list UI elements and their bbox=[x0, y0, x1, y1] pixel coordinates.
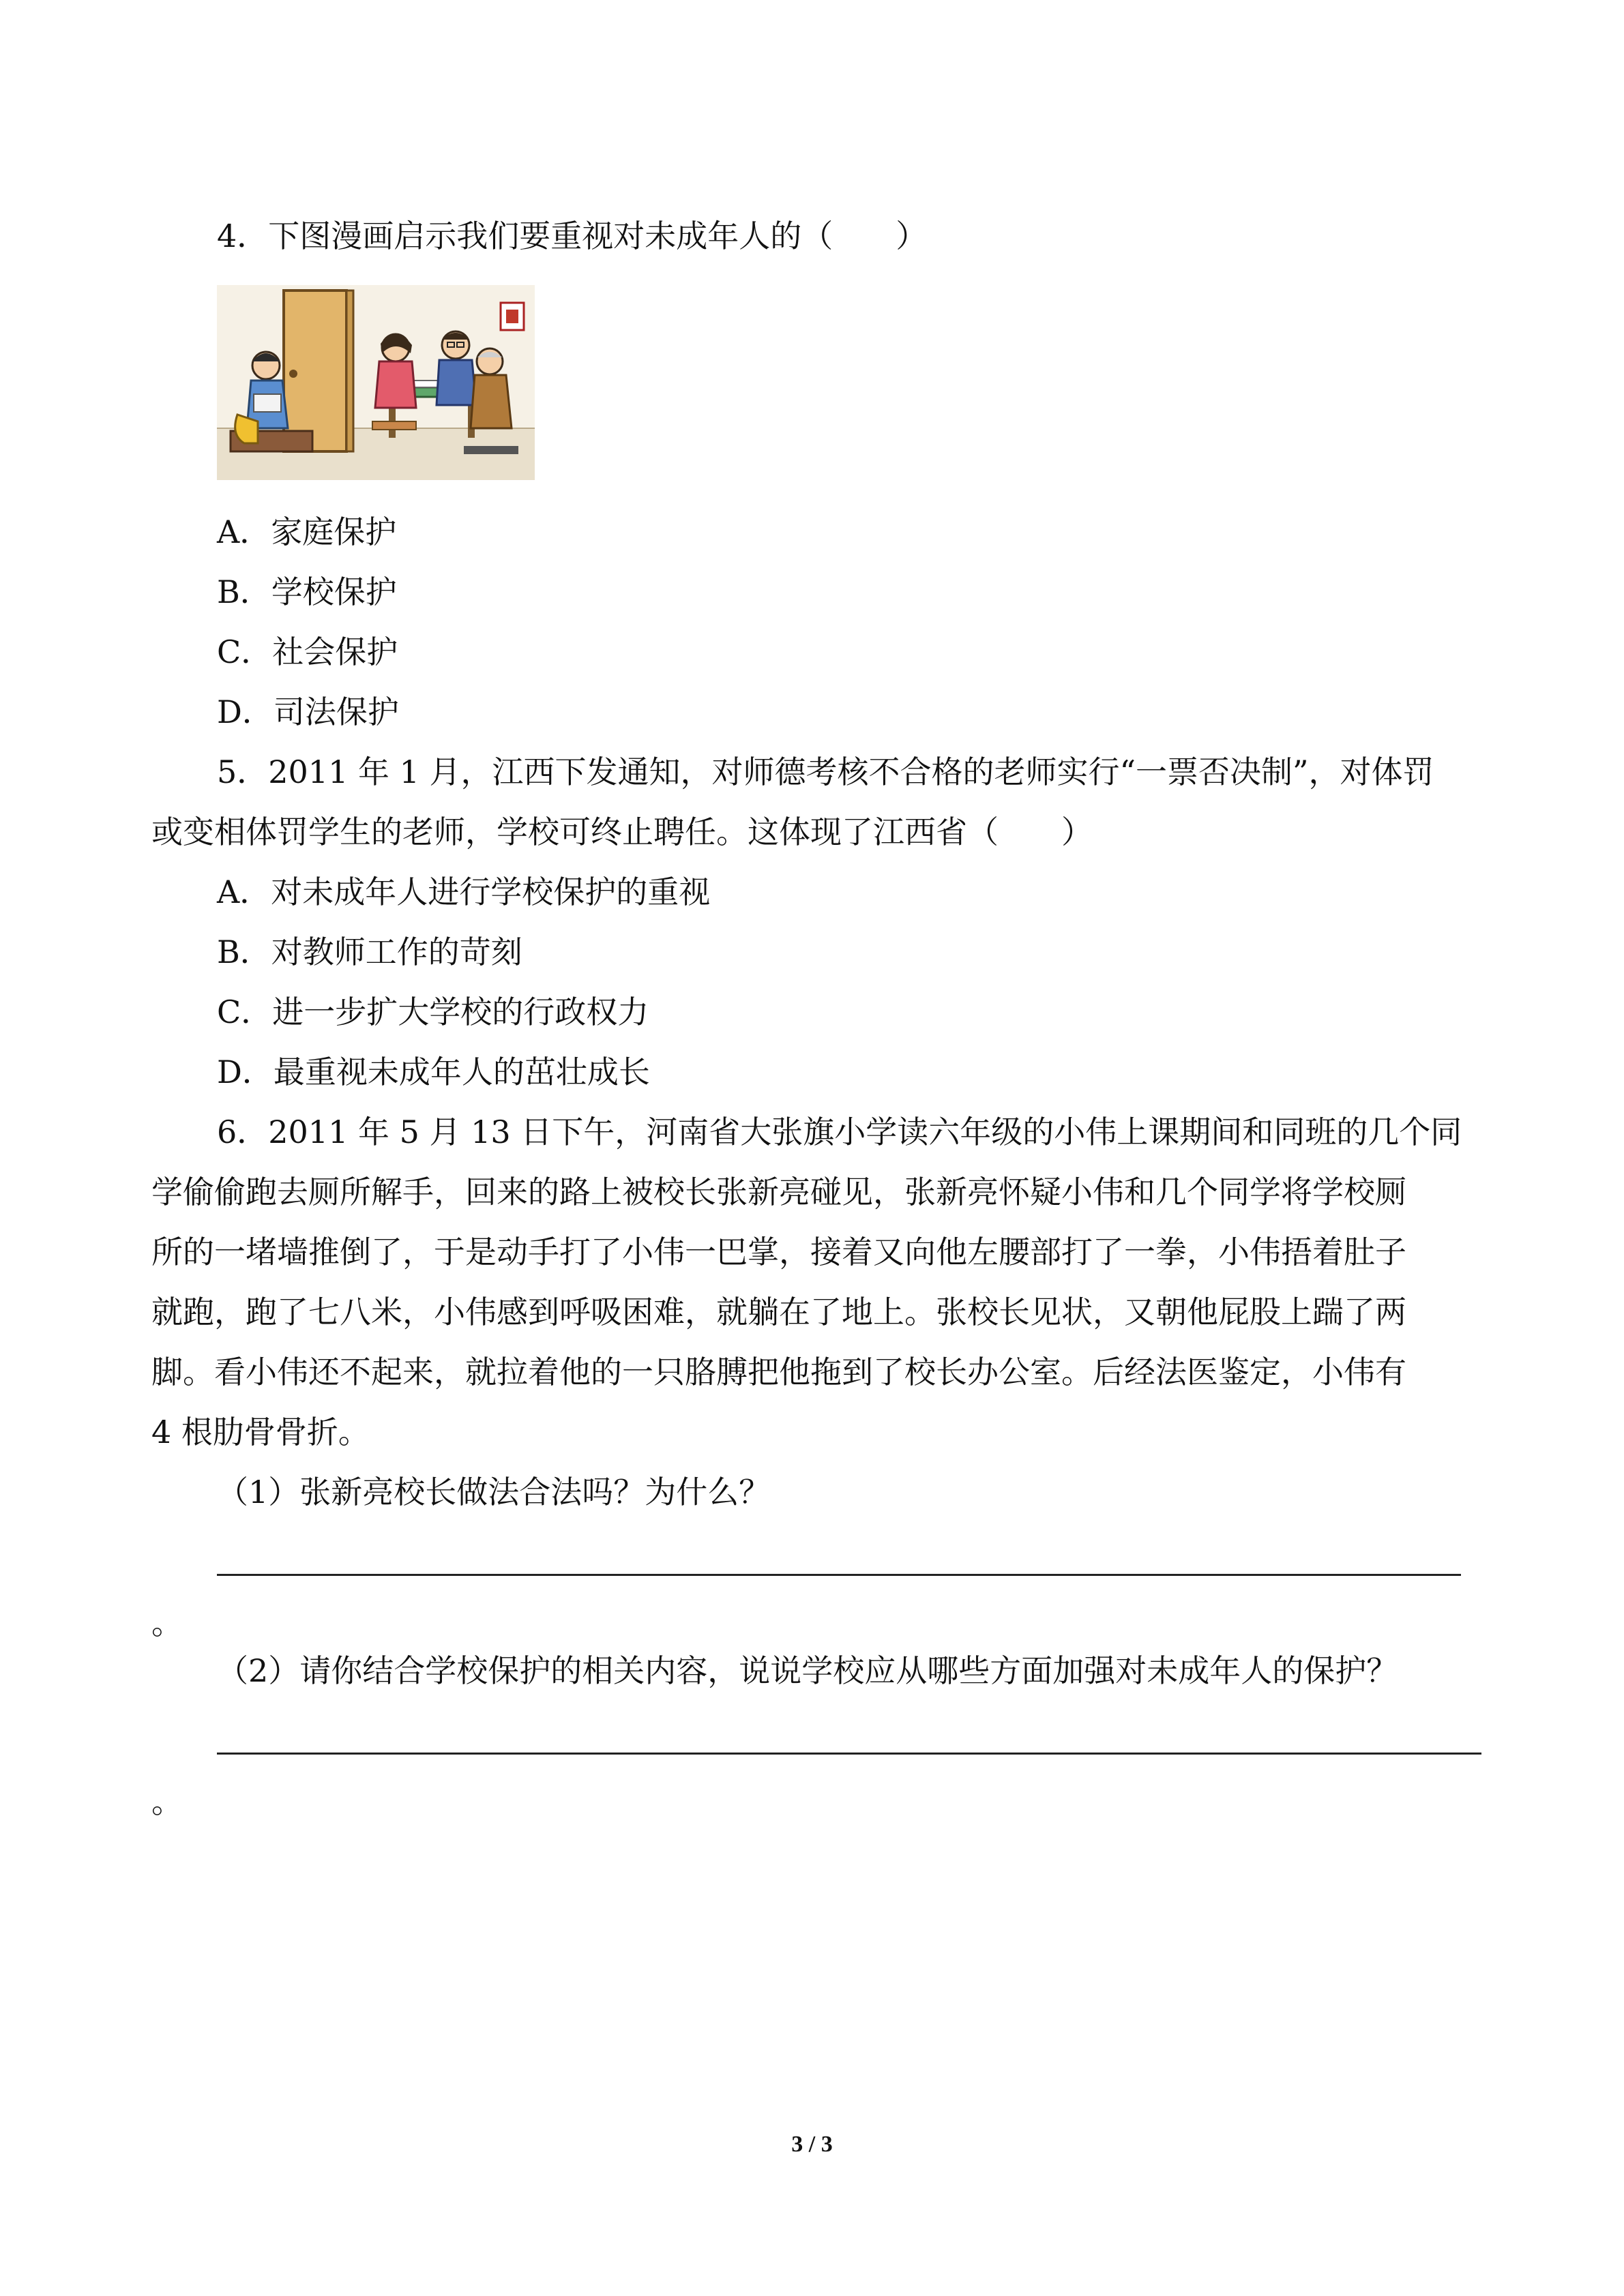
q5-stem-line1: 5．2011 年 1 月，江西下发通知，对师德考核不合格的老师实行“一票否决制”，对体罚 bbox=[217, 754, 1434, 790]
answer-1-end: 。 bbox=[151, 1605, 183, 1641]
q6-line-1: 6．2011 年 5 月 13 日下午，河南省大张旗小学读六年级的小伟上课期间和同班的几个同 bbox=[217, 1114, 1462, 1150]
q4-option-d: D．司法保护 bbox=[217, 694, 399, 730]
q5-option-a: A．对未成年人进行学校保护的重视 bbox=[217, 874, 711, 910]
q5-option-b: B．对教师工作的苛刻 bbox=[217, 934, 522, 970]
q4-option-a: A．家庭保护 bbox=[217, 513, 397, 550]
cartoon-illustration bbox=[217, 285, 535, 480]
q6-sub-question-2: （2）请你结合学校保护的相关内容，说说学校应从哪些方面加强对未成年人的保护？ bbox=[217, 1652, 1398, 1689]
q6-line-5: 脚。看小伟还不起来，就拉着他的一只胳膊把他拖到了校长办公室。后经法医鉴定，小伟有 bbox=[151, 1354, 1406, 1390]
q5-stem-line2: 或变相体罚学生的老师，学校可终止聘任。这体现了江西省（ ） bbox=[151, 814, 1093, 850]
q4-stem: 4．下图漫画启示我们要重视对未成年人的（ ） bbox=[217, 218, 928, 254]
answer-2-end: 。 bbox=[151, 1783, 183, 1820]
q6-line-2: 学偷偷跑去厕所解手，回来的路上被校长张新亮碰见，张新亮怀疑小伟和几个同学将学校厕 bbox=[151, 1174, 1406, 1210]
answer-line-1[interactable] bbox=[217, 1574, 1461, 1576]
q6-line-3: 所的一堵墙推倒了，于是动手打了小伟一巴掌，接着又向他左腰部打了一拳，小伟捂着肚子 bbox=[151, 1234, 1406, 1270]
q5-option-c: C．进一步扩大学校的行政权力 bbox=[217, 994, 649, 1030]
q4-option-b: B．学校保护 bbox=[217, 573, 397, 610]
page-number: 3 / 3 bbox=[791, 2132, 833, 2157]
q4-option-c: C．社会保护 bbox=[217, 633, 398, 670]
answer-line-2[interactable] bbox=[217, 1753, 1481, 1755]
q5-option-d: D．最重视未成年人的茁壮成长 bbox=[217, 1054, 650, 1090]
q6-line-4: 就跑，跑了七八米，小伟感到呼吸困难，就躺在了地上。张校长见状，又朝他屁股上踹了两 bbox=[151, 1294, 1406, 1330]
q6-line-6: 4 根肋骨骨折。 bbox=[151, 1414, 370, 1450]
q6-sub-question-1: （1）张新亮校长做法合法吗？为什么？ bbox=[217, 1474, 771, 1510]
